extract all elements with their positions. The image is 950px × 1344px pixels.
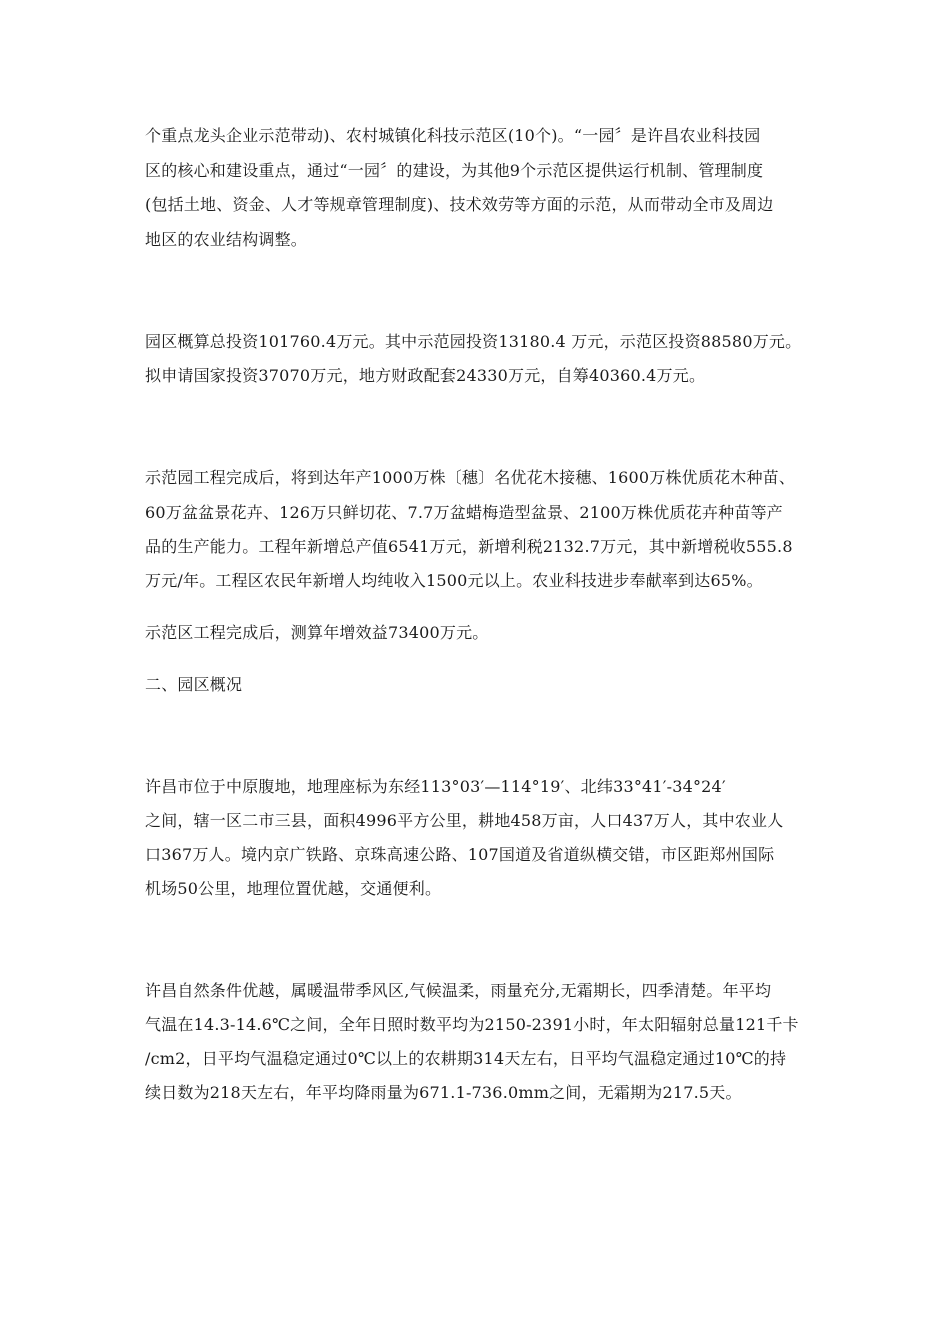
paragraph-line: 之间，辖一区二市三县，面积4996平方公里，耕地458万亩，人口437万人，其中农业人	[145, 811, 784, 830]
paragraph-line: 续日数为218天左右，年平均降雨量为671.1-736.0mm之间，无霜期为217.5天。	[145, 1083, 742, 1102]
paragraph-line: 示范园工程完成后，将到达年产1000万株〔穗〕名优花木接穗、1600万株优质花木种苗、	[145, 468, 796, 487]
paragraph-line: 气温在14.3-14.6℃之间，全年日照时数平均为2150-2391小时，年太阳辐射总量121千卡	[145, 1015, 799, 1034]
paragraph-line: 拟申请国家投资37070万元，地方财政配套24330万元，自筹40360.4万元。	[145, 366, 706, 385]
paragraph-line: 许昌市位于中原腹地，地理座标为东经113°03′—114°19′、北纬33°41′-34°24′	[145, 777, 726, 796]
paragraph-line: 品的生产能力。工程年新增总产值6541万元，新增利税2132.7万元，其中新增税收555.8	[145, 537, 793, 556]
paragraph-line: 许昌自然条件优越，属暖温带季风区,气候温柔，雨量充分,无霜期长，四季清楚。年平均	[145, 981, 772, 1000]
paragraph-line: /cm2，日平均气温稳定通过0℃以上的农耕期314天左右，日平均气温稳定通过10℃的持	[145, 1049, 787, 1068]
paragraph-line: 万元/年。工程区农民年新增人均纯收入1500元以上。农业科技进步奉献率到达65%。	[145, 571, 763, 590]
paragraph-line: 个重点龙头企业示范带动)、农村城镇化科技示范区(10个)。“一园〞是许昌农业科技园	[145, 126, 761, 145]
paragraph-line: 口367万人。境内京广铁路、京珠高速公路、107国道及省道纵横交错，市区距郑州国际	[145, 845, 775, 864]
paragraph-line: 区的核心和建设重点，通过“一园〞的建设，为其他9个示范区提供运行机制、管理制度	[145, 161, 764, 180]
paragraph-line: 地区的农业结构调整。	[145, 230, 308, 249]
paragraph-line: (包括土地、资金、人才等规章管理制度)、技术效劳等方面的示范，从而带动全市及周边	[145, 195, 774, 214]
paragraph-line: 60万盆盆景花卉、126万只鲜切花、7.7万盆蜡梅造型盆景、2100万株优质花卉种苗等产	[145, 503, 783, 522]
paragraph-line: 示范区工程完成后，测算年增效益73400万元。	[145, 623, 489, 642]
paragraph-line: 园区概算总投资101760.4万元。其中示范园投资13180.4 万元，示范区投资88580万元。	[145, 332, 802, 351]
section-title: 二、园区概况	[145, 675, 243, 694]
paragraph-line: 机场50公里，地理位置优越，交通便利。	[145, 879, 442, 898]
